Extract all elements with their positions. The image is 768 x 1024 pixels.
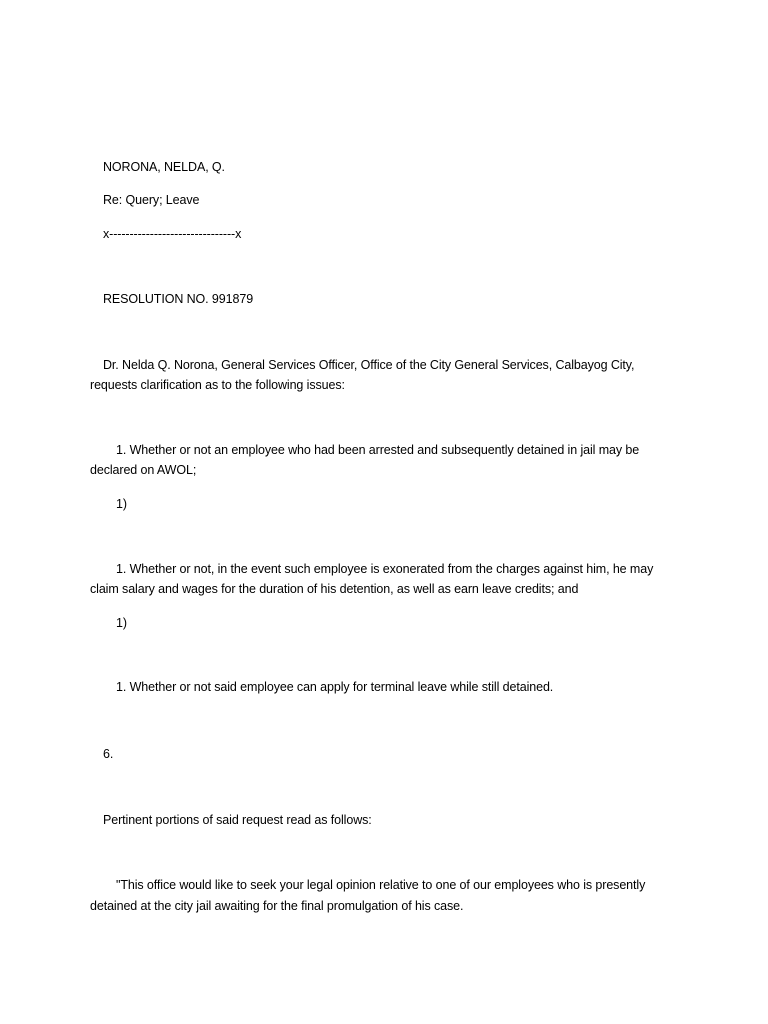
issue-1-line-2: declared on AWOL; — [90, 463, 197, 477]
addressee-name: NORONA, NELDA, Q. — [103, 160, 225, 174]
list-marker-1: 1) — [116, 497, 127, 511]
quote-line-1: "This office would like to seek your legal opinion relative to one of our employees who is presently — [116, 878, 646, 892]
intro-paragraph-line-2: requests clarification as to the following issues: — [90, 378, 345, 392]
subject-line: Re: Query; Leave — [103, 193, 200, 207]
quote-line-2: detained at the city jail awaiting for the final promulgation of his case. — [90, 899, 464, 913]
separator-line: x-------------------------------x — [103, 227, 242, 241]
issue-2-line-1: 1. Whether or not, in the event such employee is exonerated from the charges against him, he may — [116, 562, 654, 576]
issue-1-line-1: 1. Whether or not an employee who had been arrested and subsequently detained in jail may be — [116, 443, 640, 457]
issue-3-line-1: 1. Whether or not said employee can apply for terminal leave while still detained. — [116, 680, 554, 694]
issue-2-line-2: claim salary and wages for the duration of his detention, as well as earn leave credits; and — [90, 582, 579, 596]
list-marker-2: 1) — [116, 616, 127, 630]
intro-paragraph-line-1: Dr. Nelda Q. Norona, General Services Officer, Office of the City General Services, Calbayog City, — [103, 358, 635, 372]
pertinent-portions-line: Pertinent portions of said request read as follows: — [103, 813, 372, 827]
list-marker-3: 6. — [103, 747, 114, 761]
resolution-number: RESOLUTION NO. 991879 — [103, 292, 254, 306]
